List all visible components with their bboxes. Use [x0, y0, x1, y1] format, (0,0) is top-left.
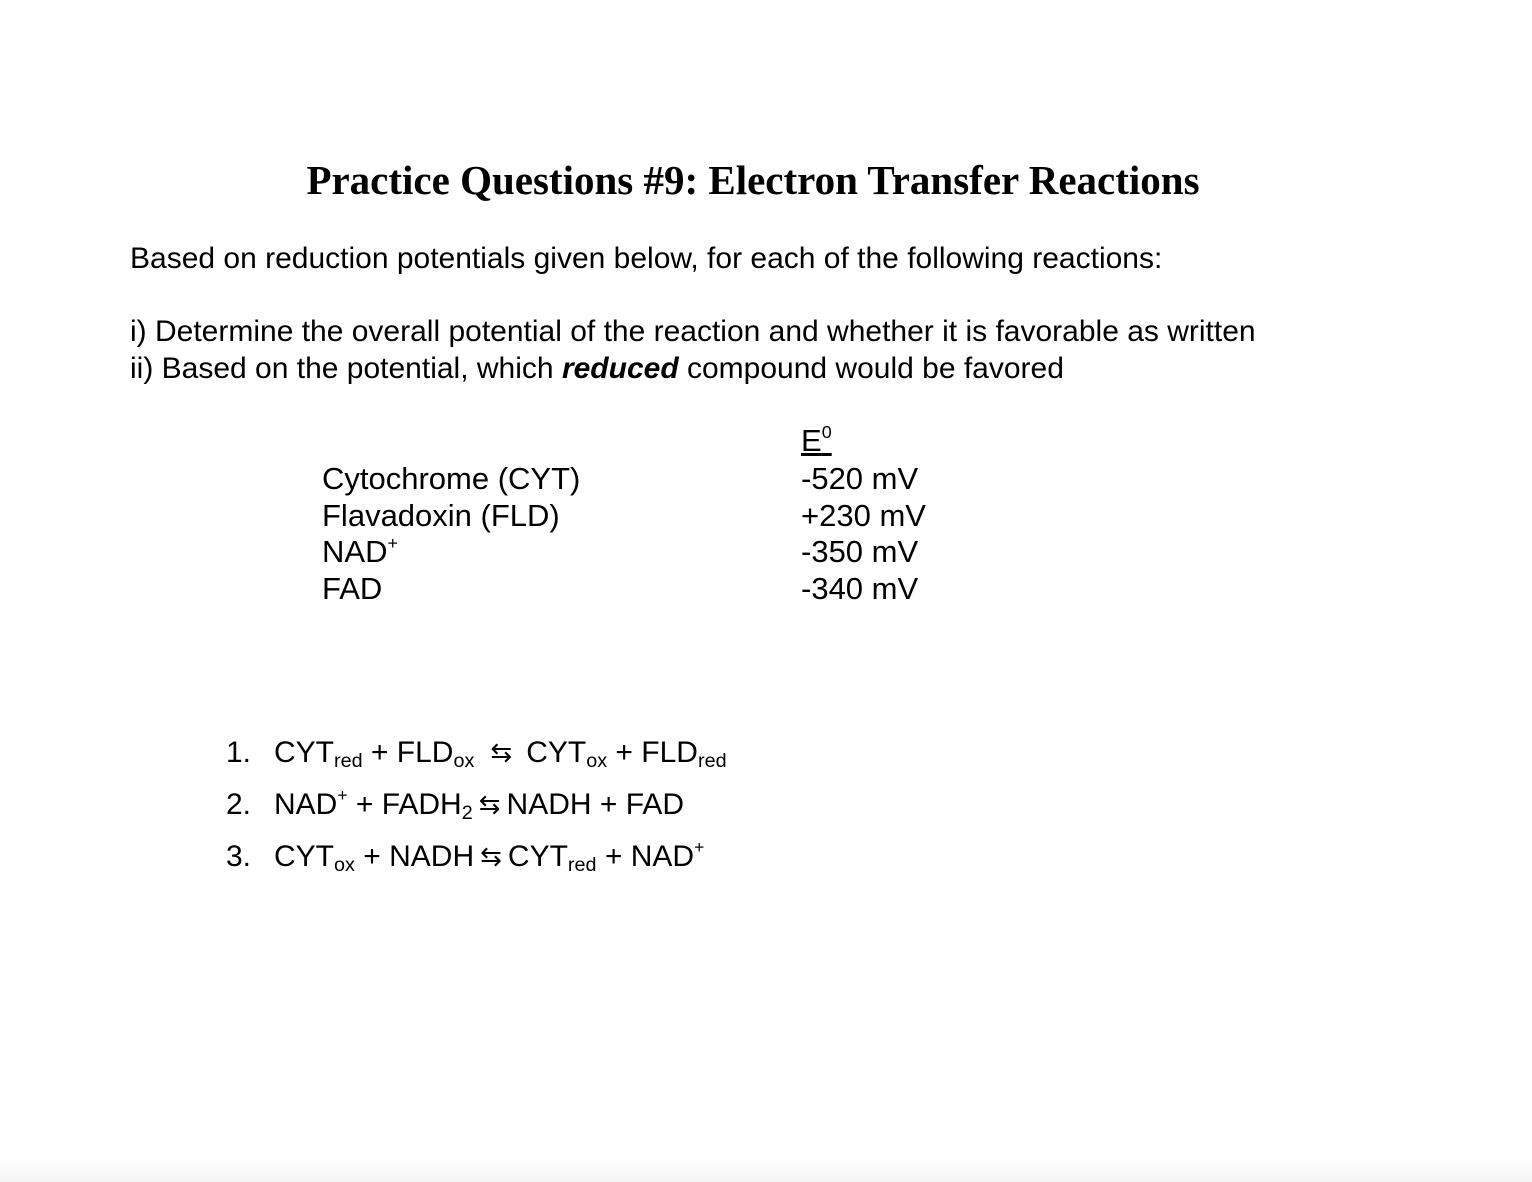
charge-superscript: +	[694, 836, 705, 857]
potential-header-superscript: 0	[821, 421, 832, 442]
compound-name: FAD	[322, 571, 383, 607]
product-b: FLD	[641, 736, 698, 769]
compound-flavadoxin	[322, 498, 580, 535]
reaction-number: 2.	[226, 788, 252, 821]
question-i: i) Determine the overall potential of the reaction and whether it is favorable as written	[130, 315, 1256, 348]
potential-header-symbol: E	[801, 423, 822, 458]
plus-sign: +	[607, 736, 642, 769]
compound-nad	[322, 534, 580, 571]
intro-text: Based on reduction potentials given below, for each of the following reactions:	[130, 242, 1163, 275]
equilibrium-arrow-icon: ⇆	[478, 789, 501, 819]
product-a: CYT	[507, 840, 568, 873]
reactant-a: CYT	[274, 840, 334, 873]
product-a: CYT	[526, 736, 587, 769]
question-ii	[130, 350, 1064, 387]
state-subscript: ox	[453, 749, 475, 772]
equilibrium-arrow-icon: ⇆	[480, 841, 502, 871]
reaction-item-1	[226, 733, 727, 785]
compound-list	[322, 461, 580, 608]
page-edge-shadow	[0, 1160, 1532, 1182]
page-title: Practice Questions #9: Electron Transfer Reactions	[306, 157, 1200, 203]
potential-value-fad: -340 mV	[801, 571, 919, 607]
potential-value-nad: -350 mV	[801, 534, 919, 570]
compound-cytochrome	[322, 461, 580, 498]
product-b: NAD	[630, 840, 695, 873]
products: NADH + FAD	[506, 788, 685, 821]
reactant-b: FADH	[381, 788, 462, 821]
plus-sign: +	[354, 840, 390, 873]
reactant-a: CYT	[274, 736, 334, 769]
plus-sign: +	[596, 840, 631, 873]
state-subscript: red	[567, 853, 597, 876]
potential-column	[801, 421, 926, 608]
state-subscript: ox	[586, 749, 608, 772]
reaction-item-2	[226, 785, 727, 837]
plus-sign: +	[347, 788, 382, 821]
compound-fad	[322, 571, 580, 608]
equilibrium-arrow-icon: ⇆	[490, 737, 513, 767]
reactant-a: NAD	[274, 788, 338, 821]
compound-name: Flavadoxin (FLD)	[322, 497, 560, 533]
state-subscript: ox	[334, 853, 355, 876]
reactant-b: FLD	[396, 736, 454, 769]
potential-value-cytochrome: -520 mV	[801, 461, 919, 496]
reaction-number: 1.	[226, 736, 252, 769]
charge-superscript: +	[337, 784, 348, 805]
state-subscript: red	[697, 749, 727, 772]
question-ii-suffix: compound would be favored	[678, 352, 1064, 385]
state-subscript: red	[334, 749, 363, 772]
potential-value-flavadoxin: +230 mV	[801, 497, 926, 533]
reaction-list	[226, 733, 727, 889]
count-subscript: 2	[461, 801, 473, 824]
reactant-b: NADH	[389, 840, 475, 873]
compound-name: Cytochrome (CYT)	[322, 461, 581, 496]
potential-header	[801, 421, 832, 461]
reaction-number: 3.	[226, 840, 252, 873]
question-ii-prefix: ii) Based on the potential, which	[130, 352, 562, 385]
reaction-item-3	[226, 837, 727, 889]
plus-sign: +	[362, 736, 397, 769]
compound-name: NAD	[322, 534, 388, 570]
charge-superscript: +	[387, 532, 398, 553]
question-ii-emphasis: reduced	[561, 352, 679, 385]
